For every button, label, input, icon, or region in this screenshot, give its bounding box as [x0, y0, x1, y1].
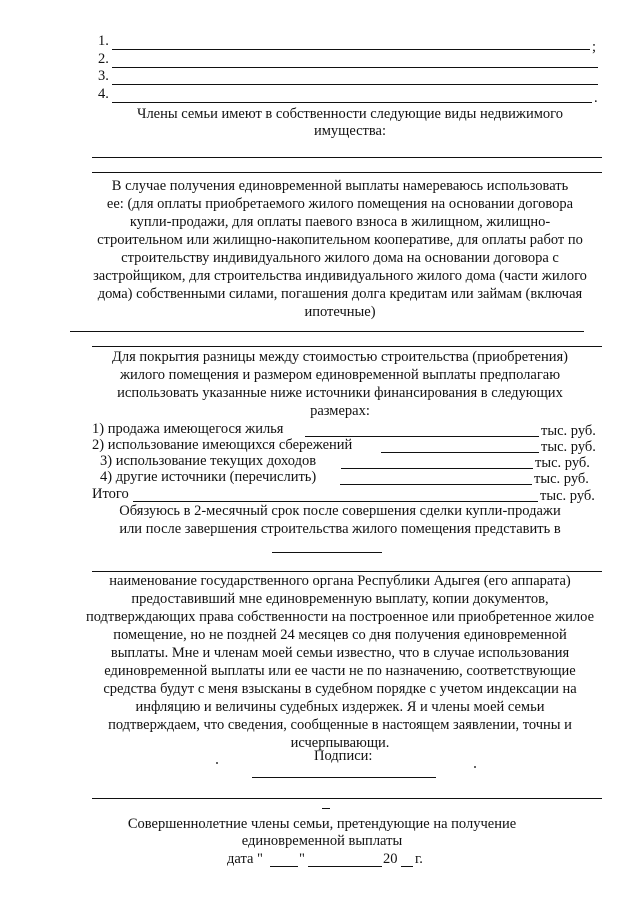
- signature-blank-long[interactable]: [92, 798, 602, 799]
- funding-item-2-blank[interactable]: [381, 452, 539, 453]
- body-line-3: подтверждающих права собственности на построенное или приобретенное жилое: [85, 609, 595, 625]
- date-month-blank[interactable]: [308, 866, 382, 867]
- owner-1-blank[interactable]: [112, 49, 590, 50]
- intent-line-2: ее: (для оплаты приобретаемого жилого помещения на основании договора: [106, 196, 574, 212]
- list-number-3: 3.: [98, 68, 109, 84]
- date-year-suffix: г.: [415, 851, 423, 867]
- intent-line-1: В случае получения единовременной выплаты намереваюсь использовать: [111, 178, 569, 194]
- intent-blank-1[interactable]: [70, 331, 584, 332]
- intent-line-4: строительном или жилищно-накопительном кооперативе, для оплаты работ по: [97, 232, 583, 248]
- date-year-prefix: 20: [383, 851, 398, 867]
- obligation-short-blank[interactable]: [272, 552, 382, 553]
- body-line-7: средства будут с меня взысканы в судебном порядке с учетом индексации на: [103, 681, 577, 697]
- funding-line-2: жилого помещения и размером единовременной выплаты предполагаю: [119, 367, 561, 383]
- body-line-5: выплаты. Мне и членам моей семьи известно, что в случае использования: [110, 645, 570, 661]
- funding-item-1-unit: тыс. руб.: [541, 423, 596, 439]
- date-quote-close: ": [299, 851, 305, 867]
- list-number-2: 2.: [98, 51, 109, 67]
- signature-blank-short[interactable]: [252, 777, 436, 778]
- funding-item-4-label: 4) другие источники (перечислить): [100, 469, 317, 485]
- funding-item-3-label: 3) использование текущих доходов: [100, 453, 317, 469]
- list-number-1: 1.: [98, 33, 109, 49]
- obligation-line-1: Обязуюсь в 2-месячный срок после совершения сделки купли-продажи: [119, 503, 561, 519]
- property-heading-line1: Члены семьи имеют в собственности следующие виды недвижимого: [137, 106, 563, 122]
- owner-2-blank[interactable]: [112, 67, 598, 68]
- funding-line-3: использовать указанные ниже источники финансирования в следующих: [117, 385, 563, 401]
- adults-heading-line1: Совершеннолетние члены семьи, претендующие на получение: [127, 816, 517, 832]
- funding-total-blank[interactable]: [133, 501, 538, 502]
- funding-line-1: Для покрытия разницы между стоимостью строительства (приобретения): [111, 349, 569, 365]
- small-dash: [322, 808, 330, 809]
- intent-line-5: строительству индивидуального жилого дома на основании договора с: [121, 250, 559, 266]
- body-line-1: наименование государственного органа Республики Адыгея (его аппарата): [109, 573, 571, 589]
- intent-blank-2[interactable]: [92, 346, 602, 347]
- owner-4-blank[interactable]: [112, 102, 592, 103]
- intent-line-7: дома) собственными силами, погашения долга кредитам или займам (включая: [97, 286, 583, 302]
- funding-item-3-blank[interactable]: [341, 468, 533, 469]
- funding-item-2-unit: тыс. руб.: [541, 439, 596, 455]
- funding-item-1-label: 1) продажа имеющегося жилья: [92, 421, 284, 437]
- funding-total-unit: тыс. руб.: [540, 488, 595, 504]
- intent-line-6: застройщиком, для строительства индивидуального жилого дома (части жилого: [93, 268, 587, 284]
- property-blank-1[interactable]: [92, 157, 602, 158]
- list-number-4: 4.: [98, 86, 109, 102]
- scan-speck: [216, 762, 218, 764]
- funding-item-3-unit: тыс. руб.: [535, 455, 590, 471]
- property-heading-line2: имущества:: [313, 123, 387, 139]
- date-year-blank[interactable]: [401, 866, 413, 867]
- intent-line-8: ипотечные): [304, 304, 376, 320]
- body-line-4: помещение, но не поздней 24 месяцев со дня получения единовременной: [113, 627, 567, 643]
- property-blank-2[interactable]: [92, 172, 602, 173]
- body-line-8: инфляцию и величины судебных издержек. Я и члены моей семьи: [135, 699, 545, 715]
- list-end-period: .: [594, 90, 598, 106]
- adults-heading-line2: единовременной выплаты: [241, 833, 403, 849]
- body-line-9: подтверждаем, что сведения, сообщенные в настоящем заявлении, точны и: [108, 717, 572, 733]
- obligation-line-2: или после завершения строительства жилого помещения представить в: [119, 521, 561, 537]
- scan-speck: [474, 766, 476, 768]
- funding-total-label: Итого: [92, 486, 129, 502]
- body-line-10: исчерпывающи.: [290, 735, 390, 751]
- owner-3-blank[interactable]: [112, 84, 598, 85]
- funding-item-2-label: 2) использование имеющихся сбережений: [92, 437, 353, 453]
- funding-item-4-blank[interactable]: [340, 484, 532, 485]
- funding-item-4-unit: тыс. руб.: [534, 471, 589, 487]
- body-line-2: предоставивший мне единовременную выплату, копии документов,: [131, 591, 549, 607]
- body-line-6: единовременной выплаты или ее части не по назначению, соответствующие: [104, 663, 576, 679]
- funding-line-4: размерах:: [310, 403, 370, 419]
- list-end-semicolon: ;: [592, 39, 597, 55]
- intent-line-3: купли-продажи, для оплаты паевого взноса в жилищном, жилищно-: [129, 214, 551, 230]
- date-prefix: дата ": [227, 851, 263, 867]
- signatures-label: Подписи:: [314, 748, 373, 764]
- date-day-blank[interactable]: [270, 866, 298, 867]
- obligation-authority-blank[interactable]: [92, 571, 602, 572]
